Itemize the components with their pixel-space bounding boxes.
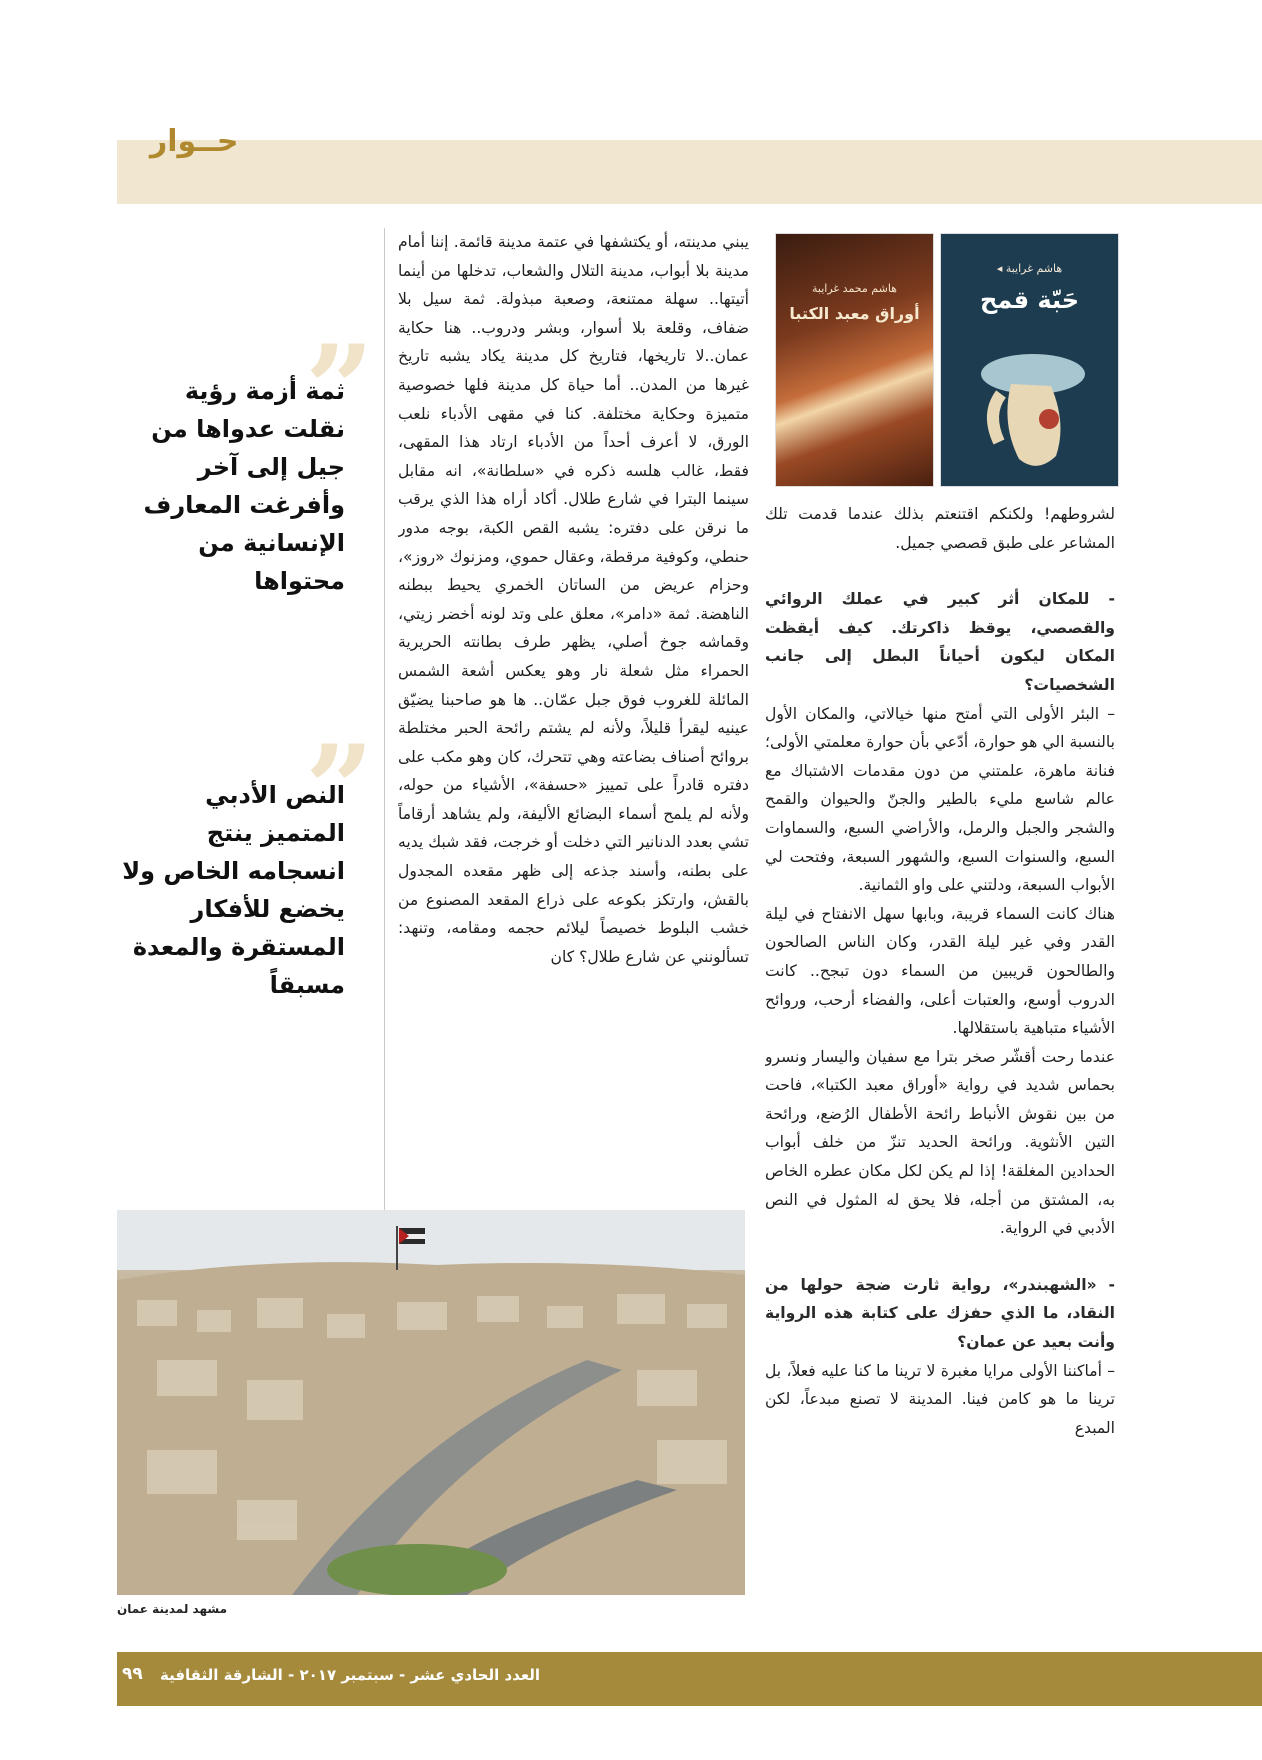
book-cover-title: أوراق معبد الكتبا	[789, 304, 920, 323]
paragraph: – البئر الأولى التي أمتح منها خيالاتي، والمكان الأول بالنسبة الي هو حوارة، أدّعي بأن حوارة معلمتي الأولى؛ فنانة ماهرة، علمتني من دون مقدمات الاشتباك مع عالم شاسع مليء بالطير والجنّ والحيوان والقمح والشجر والجبل والرمل، والأراضي السبع، والسماوات السبع، والسنوات السبع، والشهور السبعة، وفتحت لي الأبواب السبعة، ودلتني على واو الثمانية.	[765, 704, 1115, 895]
pullquote-first: ثمة أزمة رؤية نقلت عدواها من جيل إلى آخر وأفرغت المعارف الإنسانية من محتواها	[143, 377, 345, 595]
amman-city-illustration	[117, 1210, 745, 1595]
section-title: حــوار	[150, 124, 239, 159]
paragraph: عندما رحت أقشّر صخر بترا مع سفيان واليسار ونسرو بحماس شديد في رواية «أوراق معبد الكتبا»، فاحت من بين نقوش الأنباط رائحة الأطفال الرُضع، ورائحة التين الأنثوية. ورائحة الحديد تنزّ من خلف أبواب الحدادين المغلقة! إذا لم يكن لكل مكان عطره الخاص به، المشتق من أجله، فلا يحق له المثول في النص الأدبي في الرواية.	[765, 1047, 1115, 1238]
photo-caption: مشهد لمدينة عمان	[117, 1602, 228, 1616]
book-cover-author: هاشم محمد غرايبة	[812, 282, 897, 295]
pullquote-second: النص الأدبي المتميز ينتج انسجامه الخاص ولا يخضع للأفكار المستقرة والمعدة مسبقاً	[122, 781, 345, 999]
article-column-right	[765, 500, 1115, 1525]
paragraph: – أماكننا الأولى مرايا مغبرة لا ترينا ما كنا عليه فعلاً، بل ترينا ما هو كامن فينا. المدينة لا تصنع مبدعاً، لكن المبدع	[765, 1361, 1115, 1437]
interview-question: - «الشهبندر»، رواية ثارت ضجة حولها من النقاد، ما الذي حفزك على كتابة هذه الرواية وأنت بعيد عن عمان؟	[765, 1275, 1115, 1352]
interview-question: - للمكان أثر كبير في عملك الروائي والقصصي، يوقظ ذاكرتك. كيف أيقظت المكان ليكون أحياناً البطل إلى جانب الشخصيات؟	[765, 590, 1115, 694]
book-cover-habbat-qamh	[940, 233, 1119, 487]
column-divider	[384, 228, 385, 1218]
paragraph: يبني مدينته، أو يكتشفها في عتمة مدينة قائمة. إننا أمام مدينة بلا أبواب، مدينة التلال والشعاب، تدخلها من أينما أتيتها.. سهلة ممتنعة، وصعبة مبذولة. ثمة سيل بلا ضفاف، وقلعة بلا أسوار، وبشر ودروب.. هنا حكاية عمان..لا تاريخها، فتاريخ كل مدينة يكاد يشبه تاريخ غيرها من المدن.. أما حياة كل مدينة فلها خصوصية متميزة وحكاية مختلفة. كنا في مقهى الأدباء نلعب الورق، لا أعرف أحداً من الأدباء ارتاد هذا المقهى، فقط، غالب هلسه ذكره في «سلطانة»، انه مقابل سينما البترا في شارع طلال. أكاد أراه هذا الذي يرقب ما نرقن على دفتره: يشبه القص الكبة، بوجه مدور حنطي، وكوفية مرقطة، وعقال حموي، ومزنوك «روز»، وحزام عريض من الساتان الخمري يحيط ببطنه الناهضة. ثمة «دامر»، معلق على وتد لونه أخضر زيتي، وقماشه جوخ أصلي، يظهر طرف بطانته الحريرية الحمراء مثل شعلة نار وهو يعكس أشعة الشمس المائلة للغروب فوق جبل عمّان.. ها هو صاحبنا يضيّق عينيه ليقرأ قليلاً، ولأنه لم يشتم رائحة الحبر مختلطة بروائح أصناف بضاعته وهي تتحرك، كان وهو مكب على دفتره قادراً على تمييز «حسفة»، الأشياء من حوله، ولأنه لم يلمح أسماء البضائع الأليفة، ولم يشاهد أرقاماً تشي بعدد الدنانير التي دخلت أو خرجت، فقد شبك يديه على بطنه، وأسند جذعه إلى ظهر مقعده المجدول بالقش، وارتكز بكوعه على ذراع المقعد المصنوع من خشب البلوط خصيصاً ليلائم حجمه ومقامه، وتنهد: تسألونني عن شارع طلال؟ كان	[398, 233, 749, 966]
book-cover-illustration	[941, 234, 1118, 486]
footer-issue-text: العدد الحادي عشر - سبتمبر ٢٠١٧ - الشارقة الثقافية	[160, 1666, 541, 1684]
quote-mark-icon: ”	[305, 319, 375, 460]
article-column-middle	[398, 228, 749, 1198]
paragraph: لشروطهم! ولكنكم اقتنعتم بذلك عندما قدمت تلك المشاعر على طبق قصصي جميل.	[765, 505, 1115, 552]
quote-mark-icon: ”	[305, 719, 375, 860]
paragraph: هناك كانت السماء قريبة، وبابها سهل الانفتاح في ليلة القدر وفي غير ليلة القدر، وكان الناس الصالحون والطالحون قريبين من السماء دون تبجح.. كانت الدروب أوسع، والعتبات أعلى، والفضاء أرحب، وروائح الأشياء متباهية باستقلالها.	[765, 904, 1115, 1038]
page-number: ٩٩	[122, 1664, 143, 1684]
header-band	[117, 140, 1262, 204]
book-cover-author: هاشم غرايبة ◂	[996, 262, 1063, 275]
book-cover-title: حَبّة قمح	[979, 286, 1080, 314]
book-cover-awraq	[775, 233, 934, 487]
amman-city-photo	[117, 1210, 745, 1595]
